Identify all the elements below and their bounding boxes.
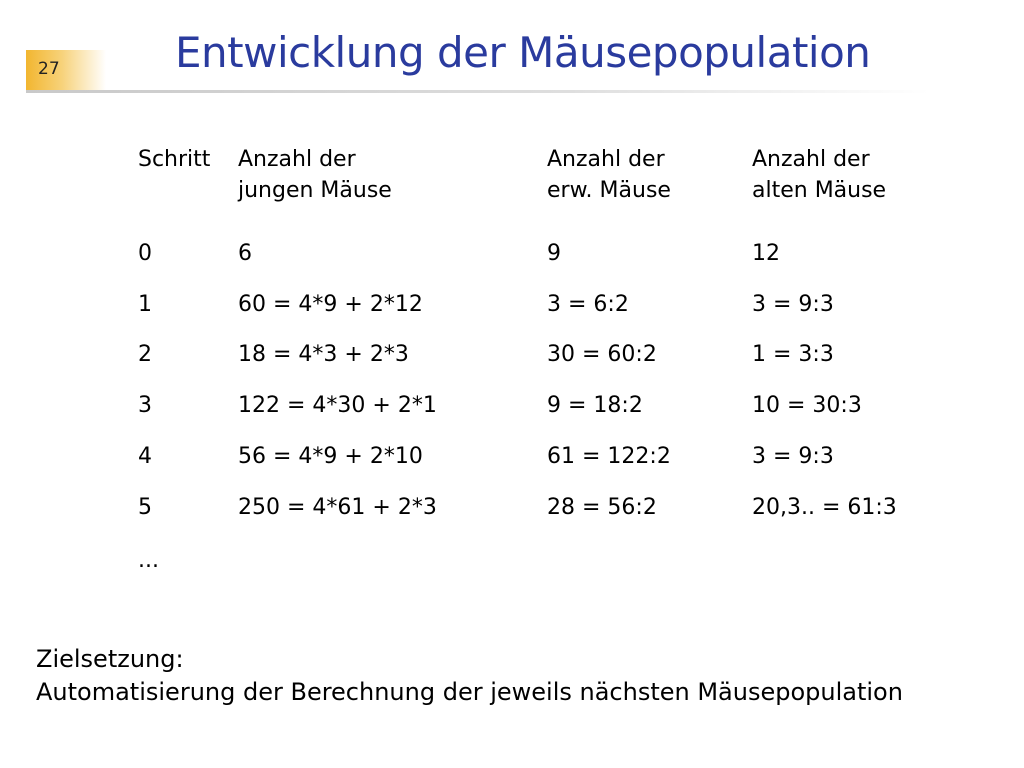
table-cell: 250 = 4*61 + 2*3: [238, 495, 437, 520]
table-cell: 3 = 9:3: [752, 292, 834, 317]
table-cell: 30 = 60:2: [547, 342, 657, 367]
header-young-line2: jungen Mäuse: [238, 178, 392, 203]
table-cell: 6: [238, 241, 252, 266]
table-cell: 3 = 6:2: [547, 292, 629, 317]
table-cell: 4: [138, 444, 152, 469]
table-cell: 60 = 4*9 + 2*12: [238, 292, 423, 317]
header-step: Schritt: [138, 147, 211, 172]
table-cell: 9: [547, 241, 561, 266]
table-cell: 18 = 4*3 + 2*3: [238, 342, 409, 367]
header-old-line1: Anzahl der: [752, 147, 870, 172]
table-cell: 9 = 18:2: [547, 393, 643, 418]
header-old-line2: alten Mäuse: [752, 178, 887, 203]
goal-label: Zielsetzung:: [36, 645, 184, 673]
table-cell: 10 = 30:3: [752, 393, 862, 418]
table-cell: 5: [138, 495, 152, 520]
slide-number: 27: [38, 59, 60, 79]
table-cell: 28 = 56:2: [547, 495, 657, 520]
header-adult-line1: Anzahl der: [547, 147, 665, 172]
table-cell: 20,3.. = 61:3: [752, 495, 897, 520]
goal-block: [36, 643, 903, 709]
header-adult-line2: erw. Mäuse: [547, 178, 671, 203]
table-cell: 1: [138, 292, 152, 317]
slide-title: Entwicklung der Mäusepopulation: [175, 28, 871, 77]
table-cell: 61 = 122:2: [547, 444, 671, 469]
table-cell: 2: [138, 342, 152, 367]
table-cell: 3 = 9:3: [752, 444, 834, 469]
table-cell: 12: [752, 241, 780, 266]
table-cell: 0: [138, 241, 152, 266]
goal-text: Automatisierung der Berechnung der jeweils nächsten Mäusepopulation: [36, 678, 903, 706]
header-young-line1: Anzahl der: [238, 147, 356, 172]
table-cell: 122 = 4*30 + 2*1: [238, 393, 437, 418]
table-cell: 3: [138, 393, 152, 418]
table-cell: 56 = 4*9 + 2*10: [238, 444, 423, 469]
table-ellipsis: ...: [138, 548, 159, 573]
table-cell: 1 = 3:3: [752, 342, 834, 367]
